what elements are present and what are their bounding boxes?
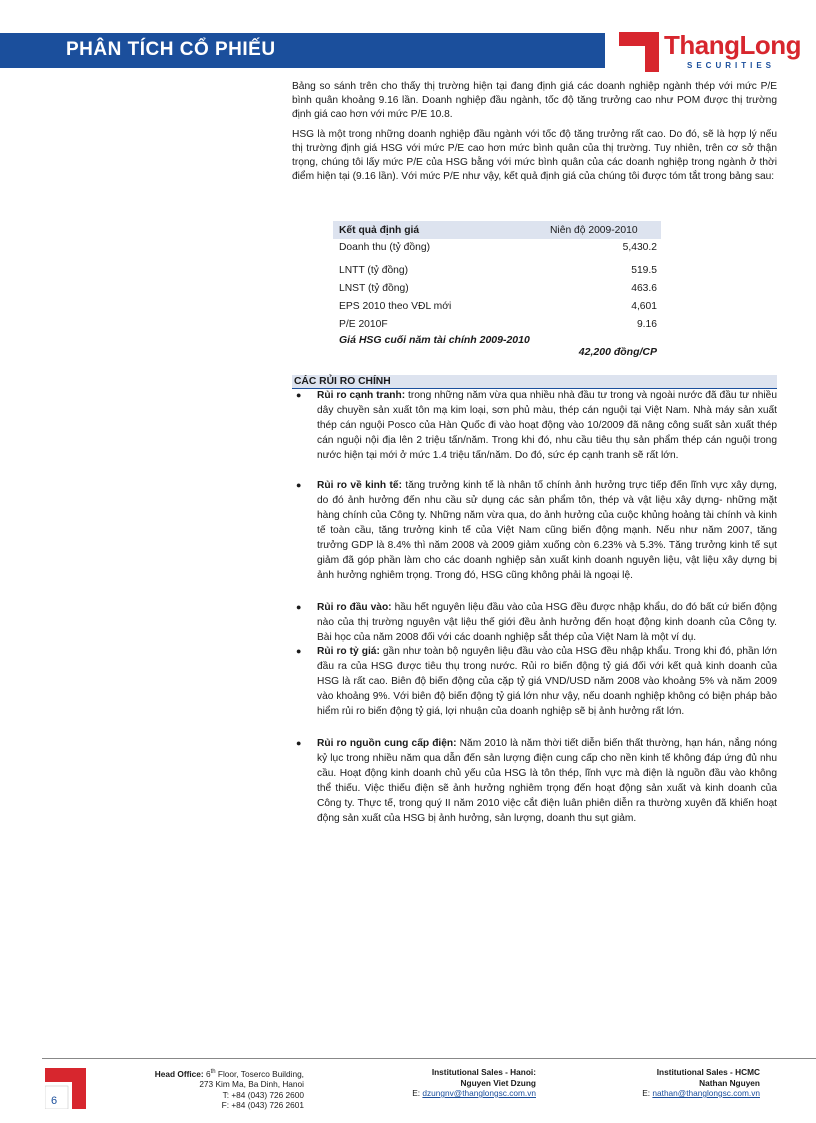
bullet-icon: ● [296, 390, 302, 400]
footer-head-office [118, 1067, 304, 1111]
list-item [317, 736, 777, 826]
table-row [333, 283, 661, 294]
row-label: LNST (tỷ đồng) [339, 283, 409, 294]
risk-title: Rủi ro đầu vào: [317, 602, 392, 613]
valuation-header-label: Kết quả định giá [339, 224, 420, 236]
head-office-phone: T: +84 (043) 726 2600 [222, 1089, 304, 1100]
bullet-icon: ● [296, 738, 302, 748]
logo-text: ThangLong [664, 30, 802, 60]
row-value: 463.6 [631, 283, 657, 294]
hcmc-title: Institutional Sales - HCMC [656, 1067, 760, 1077]
row-value: 9.16 [636, 319, 657, 330]
head-office-title: Head Office: [154, 1068, 204, 1079]
valuation-result-value: 42,200 đồng/CP [578, 346, 657, 358]
logo-mark-icon [619, 32, 659, 72]
hcmc-email-prefix: E: [642, 1088, 653, 1098]
bullet-icon: ● [296, 602, 302, 612]
valuation-header-value: Niên độ 2009-2010 [550, 224, 638, 236]
risk-title: Rủi ro cạnh tranh: [317, 390, 406, 401]
intro-paragraph: Bảng so sánh trên cho thấy thị trường hiện tại đang định giá các doanh nghiệp ngành thép với mức P/E bình quân khoảng 9.16 lần. Doanh nghiệp đầu ngành, tốc độ tăng trưởng cao như POM được thị trường định giá cao hơn với mức P/E 10.8. [292, 81, 777, 120]
page-number: 6 [51, 1095, 58, 1107]
table-row [333, 319, 661, 330]
head-office-address: 273 Kim Ma, Ba Dinh, Hanoi [199, 1079, 304, 1090]
table-row [333, 301, 661, 312]
list-item [317, 644, 777, 719]
valuation-result-row [333, 334, 661, 358]
valuation-result-label: Giá HSG cuối năm tài chính 2009-2010 [339, 334, 530, 346]
risk-text: Năm 2010 là năm thời tiết diễn biến thất thường, hạn hán, nắng nóng kỷ lục trong nhiều năm qua dẫn đến sản lượng điện cung cấp cho nền kinh tế không đáp ứng đủ nhu cầu. Hoạt động kinh doanh chủ yếu của HSG là tôn thép, lĩnh vực mà điện là nguồn đầu vào không thể thiếu. Việc thiếu điện sẽ ảnh hưởng nghiêm trọng đến hoạt động sản xuất và kinh doanh của Công ty. Thực tế, trong quý II năm 2010 việc cắt điện luân phiên diễn ra thường xuyên đã khiến hoạt động sản xuất của HSG bị ảnh hưởng, sản lượng, doanh thu sụt giảm. [317, 738, 777, 824]
logo-subtext: SECURITIES [687, 61, 776, 70]
hanoi-title: Institutional Sales - Hanoi: [431, 1067, 536, 1077]
page-title: PHÂN TÍCH CỔ PHIẾU [66, 39, 276, 60]
row-label: LNTT (tỷ đồng) [339, 265, 409, 276]
row-label: EPS 2010 theo VĐL mới [339, 301, 452, 312]
risk-text: tăng trưởng kinh tế là nhân tố chính ảnh hưởng trực tiếp đến lĩnh vực xây dựng, do đó ảnh hưởng đến nhu cầu sử dụng các sản phẩm tôn, thép và vật liệu xây dựng- những mặt hàng chính của Công ty. Những năm vừa qua, do ảnh hưởng của cuộc khủng hoảng tài chính và kinh tế toàn cầu, tăng trưởng kinh tế của Việt Nam cũng biến động mạnh. Nếu như năm 2007, tăng trưởng GDP là 8.4% thì năm 2008 và 2009 giảm xuống còn 6.23% và 5.3%. Tăng trưởng kinh tế sụt giảm đã góp phần làm cho các doanh nghiệp sản xuất kinh doanh nguyên liệu, vật liệu xây dựng bị ảnh hưởng nghiêm trọng. Trong đó, HSG cũng không phải là ngoại lệ. [317, 480, 777, 581]
list-item [317, 388, 777, 463]
bullet-icon: ● [296, 646, 302, 656]
hanoi-contact-name: Nguyen Viet Dzung [460, 1077, 536, 1088]
hanoi-email-prefix: E: [412, 1088, 423, 1098]
row-value: 4,601 [631, 301, 657, 312]
row-value: 519.5 [631, 265, 657, 276]
row-label: P/E 2010F [339, 319, 388, 330]
hanoi-email-link[interactable]: dzungnv@thanglongsc.com.vn [422, 1088, 536, 1098]
risk-text: trong những năm vừa qua nhiều nhà đầu tư trong và ngoài nước đã đầu tư nhiều dây chuyền sản xuất tôn mạ kim loại, sơn phủ màu, thép cán nguội tại Việt Nam. Nhà máy sản xuất thép cán nguội Posco của Hàn Quốc đi vào hoạt động vào 10/2009 đã nâng công suất sản xuất thép cán nguội nội địa lên 2 triệu tấn/năm. Trong khi đó, nhu cầu tiêu thụ sản phẩm thép cán nguội trong nước hiện tại mới ở mức 1.4 triệu tấn/năm. Do đó, sức ép cạnh tranh sẽ rất lớn. [317, 390, 777, 461]
head-office-fax: F: +84 (043) 726 2601 [221, 1100, 304, 1111]
head-office-building: Floor, Toserco Building, [215, 1068, 304, 1079]
risk-text: hầu hết nguyên liệu đầu vào của HSG đều được nhập khẩu, do đó bất cứ biến động nào của thị trường nguyên vật liệu thế giới đều ảnh hưởng đến hoạt động kinh doanh của Công ty. Bài học của năm 2008 đối với các doanh nghiệp sắt thép của Việt Nam là một ví dụ. [317, 602, 777, 643]
list-item [317, 478, 777, 583]
risk-title: Rủi ro tỷ giá: [317, 646, 380, 657]
valuation-table-header [333, 221, 661, 239]
risk-title: Rủi ro về kinh tế: [317, 480, 402, 491]
row-value: 5,430.2 [622, 242, 657, 253]
footer-sales-hcmc [610, 1067, 760, 1099]
footer-sales-hanoi [380, 1067, 536, 1099]
risks-heading: CÁC RỦI RO CHÍNH [292, 375, 777, 388]
valuation-table [333, 221, 661, 358]
row-label: Doanh thu (tỷ đồng) [339, 242, 431, 253]
footer-divider [42, 1058, 816, 1059]
table-row [333, 242, 661, 253]
risk-title: Rủi ro nguồn cung cấp điện: [317, 738, 457, 749]
hcmc-email-link[interactable]: nathan@thanglongsc.com.vn [652, 1088, 760, 1098]
valuation-paragraph: HSG là một trong những doanh nghiệp đầu ngành với tốc độ tăng trưởng rất cao. Do đó, sẽ là hợp lý nếu thị trường định giá HSG với mức P/E cao hơn mức bình quân của thị trường. Tuy nhiên, trên cơ sở thận trọng, chúng tôi lấy mức P/E của HSG bằng với mức bình quân của các doanh nghiệp trong ngành ở thời điểm hiện tại (9.16 lần). Với mức P/E như vậy, kết quả định giá của chúng tôi được tóm tắt trong bảng sau: [292, 129, 777, 182]
risk-text: gần như toàn bộ nguyên liệu đầu vào của HSG đều nhập khẩu. Trong khi đó, phần lớn đầu ra của HSG được tiêu thụ trong nước. Rủi ro biến động tỷ giá đối với kết quả kinh doanh của HSG là rất cao. Biên độ biến động của cặp tỷ giá VND/USD năm 2008 vào khoảng 5% và năm 2009 vào khoảng 9%. Với biên độ biến động tỷ giá lớn như vậy, nếu doanh nghiệp không có biện pháp bảo hiểm rủi ro biến động tỷ giá, lợi nhuận của doanh nghiệp sẽ bị ảnh hưởng rất lớn. [317, 646, 777, 717]
head-office-floor: 6 [205, 1068, 211, 1079]
hcmc-contact-name: Nathan Nguyen [699, 1077, 760, 1088]
list-item [317, 600, 777, 645]
head-office-floor-suffix: th [210, 1069, 216, 1075]
bullet-icon: ● [296, 480, 302, 490]
table-row [333, 265, 661, 276]
